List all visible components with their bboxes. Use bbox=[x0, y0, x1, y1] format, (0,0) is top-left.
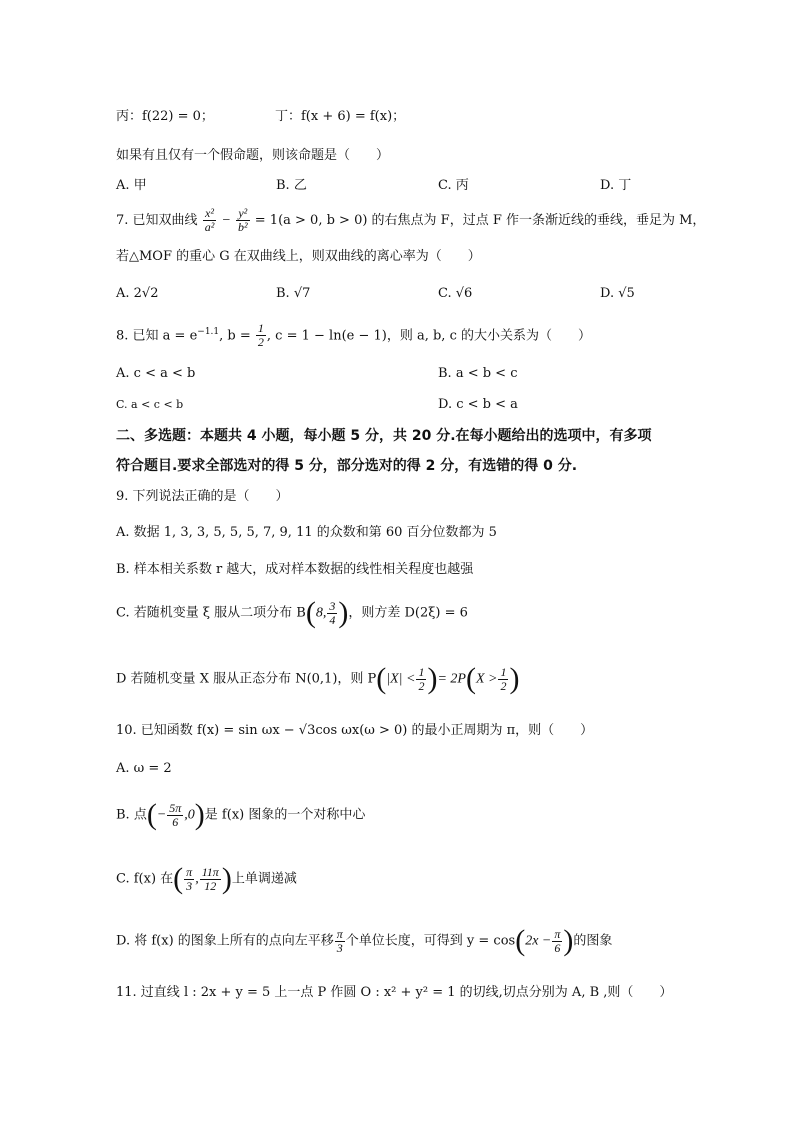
q11-stem: 11. 过直线 l : 2x + y = 5 上一点 P 作圆 O : x² + y² = 1 的切线,切点分别为 A, B ,则（ ） bbox=[116, 985, 673, 1000]
statement-ding: 丁：f(x + 6) = f(x)； bbox=[275, 109, 406, 124]
q8-stem bbox=[116, 322, 591, 349]
q9-option-d[interactable]: D 若随机变量 X 服从正态分布 N(0,1)，则 P(|X| < $\frac{1}{2}$ )= 2P(X > $\frac{1}{2}$ ) bbox=[116, 662, 520, 695]
q7-stem-line1: 7. 已知双曲线 $\frac{\text{x²}}{\text{a²}}$ − $\frac{\text{y²}}{\text{b²}}$ = 1(a > 0, b > 0) 的右焦点为 F，过点 F 作一条渐近线的垂线，垂足为 M， bbox=[116, 206, 706, 234]
statement-bing: 丙：f(22) = 0； bbox=[116, 109, 214, 124]
q7-option-d[interactable]: D. √5 bbox=[600, 286, 635, 301]
q8-exponent: −1.1 bbox=[197, 327, 220, 337]
q10-b-pre: B. 点 bbox=[116, 807, 147, 823]
q7-option-c[interactable]: C. √6 bbox=[438, 286, 473, 301]
q9-d-pre: D 若随机变量 X 服从正态分布 N(0,1)，则 P bbox=[116, 671, 377, 687]
q9-option-b[interactable]: B. 样本相关系数 r 越大，成对样本数据的线性相关程度也越强 bbox=[116, 562, 474, 577]
q10-d-pre: D. 将 f(x) 的图象上所有的点向左平移 bbox=[116, 933, 334, 949]
q6-stem-tail: 如果有且仅有一个假命题，则该命题是（ ） bbox=[116, 148, 390, 163]
q7-option-b[interactable]: B. √7 bbox=[276, 286, 311, 301]
q6-option-a[interactable]: A. 甲 bbox=[116, 178, 147, 193]
q7-frac-x: $\frac{\text{x²}}{\text{a²}}$ bbox=[204, 206, 215, 234]
q7-option-a[interactable]: A. 2√2 bbox=[116, 286, 159, 301]
q8-mid: , b = bbox=[219, 328, 251, 344]
q8-option-c[interactable]: C. a < c < b bbox=[116, 398, 184, 411]
q8-prefix: 8. 已知 a = e bbox=[116, 328, 198, 344]
q10-c-post: 上单调递减 bbox=[231, 871, 297, 887]
q9-c-pre: C. 若随机变量 ξ 服从二项分布 B bbox=[116, 605, 306, 621]
q8-frac-half: $\frac{1}{2}$ bbox=[257, 321, 264, 350]
q9-c-post: ，则方差 D(2ξ) = 6 bbox=[348, 605, 468, 621]
q10-b-post: 是 f(x) 图象的一个对称中心 bbox=[204, 807, 366, 823]
q7-prefix: 7. 已知双曲线 bbox=[116, 213, 198, 228]
q9-option-c[interactable]: C. 若随机变量 ξ 服从二项分布 B(8, $\frac{3}{4}$ )，则方差 D(2ξ) = 6 bbox=[116, 596, 468, 629]
q9-option-a[interactable]: A. 数据 1, 3, 3, 5, 5, 5, 7, 9, 11 的众数和第 60 百分位数都为 5 bbox=[116, 525, 497, 540]
q10-stem: 10. 已知函数 f(x) = sin ωx − √3cos ωx(ω > 0) 的最小正周期为 π，则（ ） bbox=[116, 723, 594, 738]
q8-option-b[interactable]: B. a < b < c bbox=[438, 366, 518, 381]
section2-heading-line1: 二、多选题：本题共 4 小题，每小题 5 分，共 20 分.在每小题给出的选项中，有多项 bbox=[116, 428, 652, 444]
q7-tail: = 1(a > 0, b > 0) 的右焦点为 F，过点 F 作一条渐近线的垂线，垂足为 M， bbox=[254, 213, 706, 228]
q8-tail: , c = 1 − ln(e − 1)，则 a, b, c 的大小关系为（ ） bbox=[266, 328, 591, 344]
section2-heading-line2: 符合题目.要求全部选对的得 5 分，部分选对的得 2 分，有选错的得 0 分. bbox=[116, 458, 578, 474]
q6-option-b[interactable]: B. 乙 bbox=[276, 178, 307, 193]
q10-c-pre: C. f(x) 在 bbox=[116, 871, 174, 887]
q8-option-d[interactable]: D. c < b < a bbox=[438, 397, 518, 412]
q10-option-b[interactable]: B. 点(− $\frac{5\pi}{6}$ ,0)是 f(x) 图象的一个对称中心 bbox=[116, 798, 366, 831]
q10-option-d[interactable]: D. 将 f(x) 的图象上所有的点向左平移 $\frac{\pi}{3}$ 个单位长度，可得到 y = cos(2x − $\frac{\pi}{6}$ )的图象 bbox=[116, 924, 613, 957]
q8-option-a[interactable]: A. c < a < b bbox=[116, 366, 196, 381]
q10-option-a[interactable]: A. ω = 2 bbox=[116, 761, 172, 776]
q9-stem: 9. 下列说法正确的是（ ） bbox=[116, 489, 289, 504]
q10-option-c[interactable]: C. f(x) 在( $\frac{\pi}{3}$ , $\frac{11\pi}{12}$ )上单调递减 bbox=[116, 862, 297, 895]
q6-option-c[interactable]: C. 丙 bbox=[438, 178, 469, 193]
q10-d-mid: 个单位长度，可得到 y = cos bbox=[345, 933, 516, 949]
q7-stem-line2: 若△MOF 的重心 G 在双曲线上，则双曲线的离心率为（ ） bbox=[116, 249, 481, 264]
q10-d-post: 的图象 bbox=[573, 933, 613, 949]
q9-d-mid: = 2P bbox=[437, 671, 466, 687]
q7-frac-y: $\frac{\text{y²}}{\text{b²}}$ bbox=[238, 206, 248, 234]
q6-option-d[interactable]: D. 丁 bbox=[600, 178, 632, 193]
